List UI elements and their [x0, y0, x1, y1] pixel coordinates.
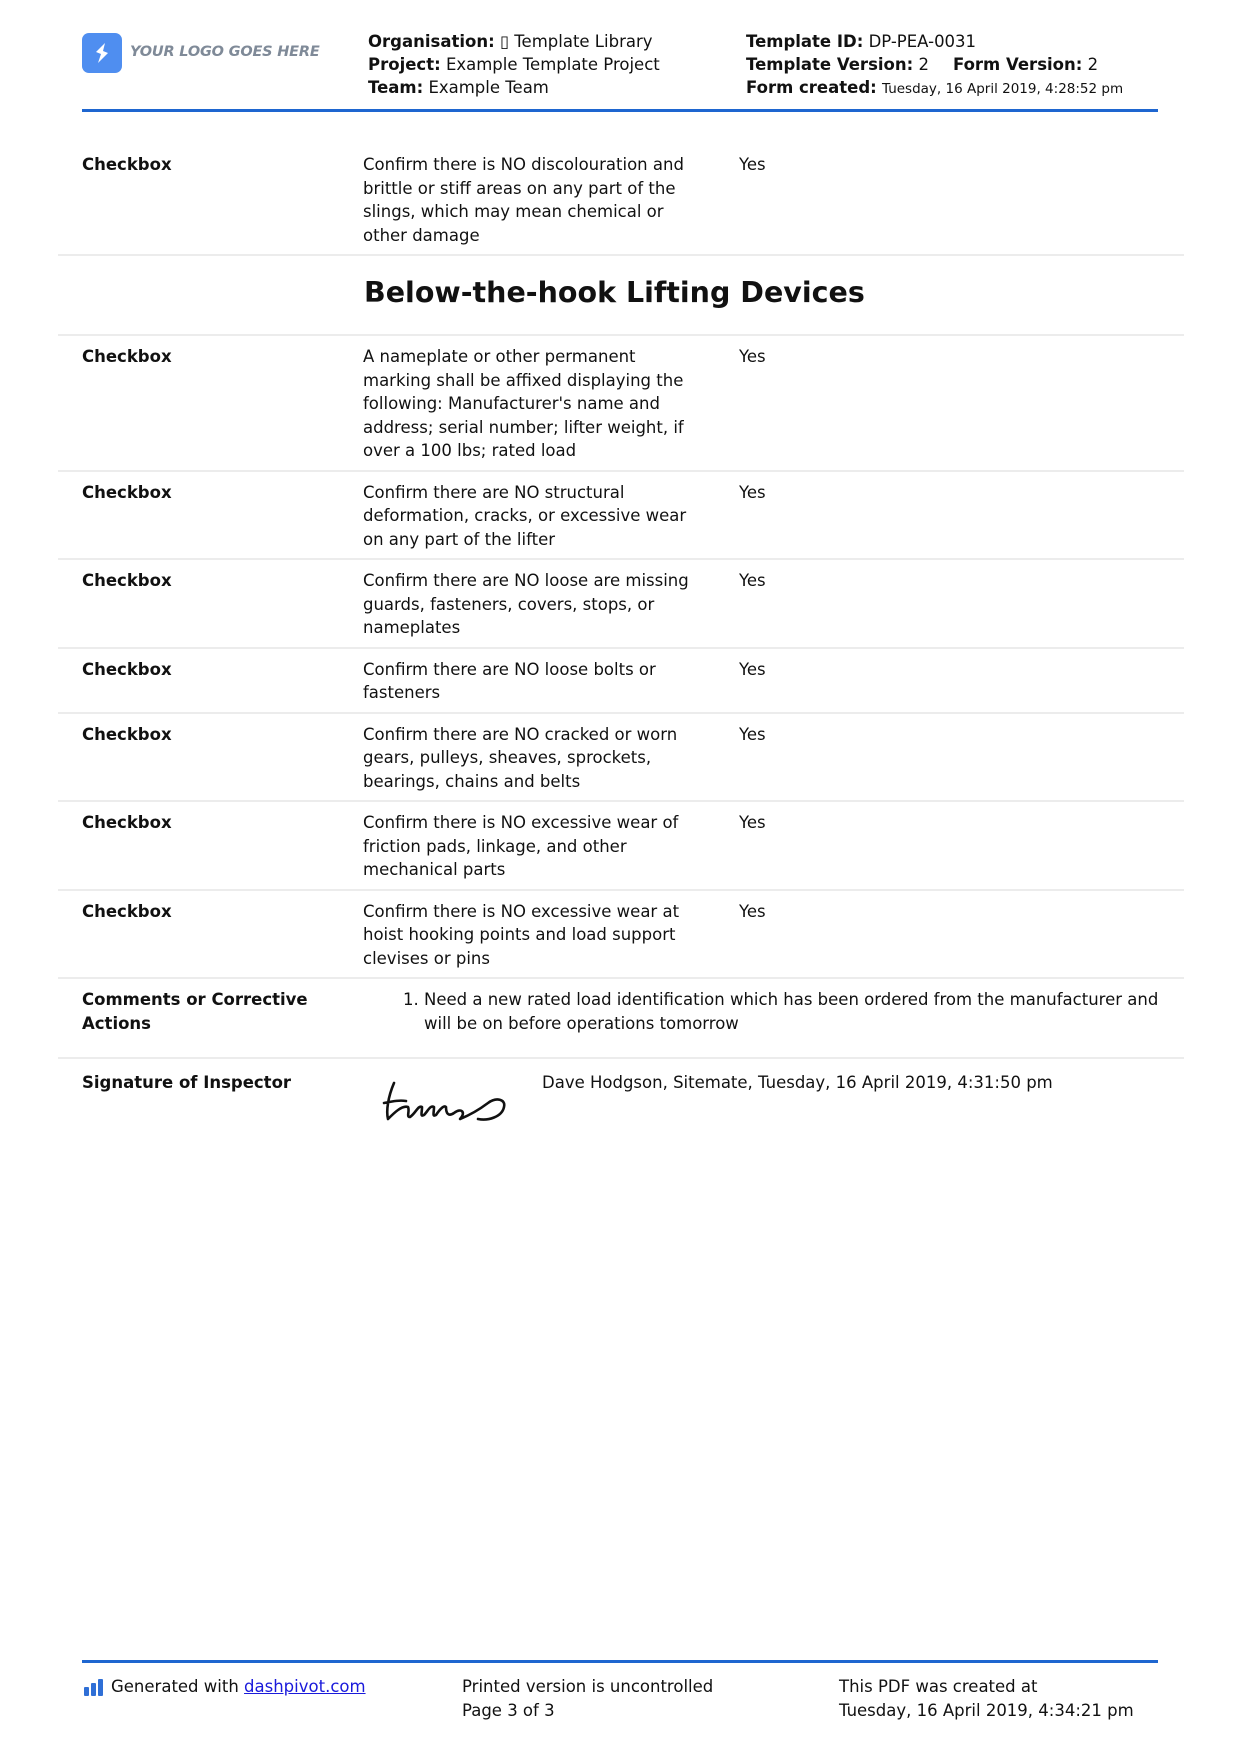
- comment-item: 1. Need a new rated load identification which has been ordered from the manufacturer and will be on before operations tomorrow: [424, 988, 1164, 1035]
- row-label: Checkbox: [82, 901, 172, 921]
- pdf-created-label: This PDF was created at: [839, 1677, 1038, 1696]
- template-version-label: Template Version:: [746, 55, 914, 74]
- row-description: Confirm there is NO discolouration and brittle or stiff areas on any part of the slings, which may mean chemical or other damage: [363, 155, 684, 245]
- header-divider: [82, 109, 1158, 112]
- logo-icon: [82, 33, 122, 73]
- checklist-row: [58, 802, 1184, 891]
- row-label: Checkbox: [82, 659, 172, 679]
- section-title: Below-the-hook Lifting Devices: [364, 276, 865, 309]
- uncontrolled-notice: Printed version is uncontrolled: [462, 1677, 714, 1696]
- row-description: Confirm there is NO excessive wear at hoist hooking points and load support clevises or pins: [363, 901, 680, 968]
- signature-row: [58, 1059, 1184, 1139]
- footer-created: [839, 1675, 1134, 1722]
- header-template-info: [746, 30, 1123, 101]
- comments-label: Comments or Corrective Actions: [82, 990, 308, 1033]
- form-body: [58, 144, 1184, 1139]
- project-label: Project:: [368, 55, 441, 74]
- company-logo: [82, 33, 320, 73]
- page-number: Page 3 of 3: [462, 1700, 555, 1720]
- row-answer: Yes: [739, 482, 766, 502]
- template-id-value: DP-PEA-0031: [868, 32, 977, 51]
- row-description: Confirm there are NO loose are missing guards, fasteners, covers, stops, or nameplates: [363, 571, 689, 637]
- row-answer: Yes: [739, 659, 766, 679]
- row-description: Confirm there are NO structural deformation, cracks, or excessive wear on any part of the lifter: [363, 482, 687, 549]
- organisation-value: ▯ Template Library: [499, 32, 653, 51]
- row-answer: Yes: [739, 813, 766, 832]
- comments-list: [404, 988, 1164, 1035]
- checklist-row: [58, 714, 1184, 803]
- row-answer: Yes: [739, 571, 766, 590]
- checklist-row: [58, 472, 1184, 561]
- section-header: [58, 256, 1184, 336]
- footer-generated: [84, 1675, 366, 1699]
- row-answer: Yes: [739, 347, 766, 366]
- page-header: [82, 28, 1162, 110]
- row-label: Checkbox: [82, 813, 172, 832]
- row-label: Checkbox: [82, 571, 172, 590]
- signature-image: [380, 1073, 520, 1136]
- organisation-label: Organisation:: [368, 32, 495, 51]
- checklist-row: [58, 144, 1184, 256]
- row-description: A nameplate or other permanent marking shall be affixed displaying the following: Manufacturer's name and address; serial number; lifter weight, if over a 100 lbs; rated load: [363, 347, 684, 460]
- form-created-value: Tuesday, 16 April 2019, 4:28:52 pm: [882, 81, 1124, 97]
- team-label: Team:: [368, 78, 424, 97]
- comments-row: [58, 979, 1184, 1059]
- footer-divider: [82, 1660, 1158, 1663]
- row-label: Checkbox: [82, 347, 172, 366]
- form-version-label: Form Version:: [952, 55, 1083, 74]
- row-description: Confirm there are NO cracked or worn gears, pulleys, sheaves, sprockets, bearings, chains and belts: [363, 724, 678, 791]
- signature-label: Signature of Inspector: [82, 1073, 292, 1092]
- template-version-value: 2: [918, 55, 929, 74]
- row-label: Checkbox: [82, 724, 172, 744]
- row-answer: Yes: [739, 724, 766, 744]
- header-project-info: [368, 30, 660, 99]
- signature-details: Dave Hodgson, Sitemate, Tuesday, 16 April 2019, 4:31:50 pm: [542, 1073, 1053, 1092]
- row-label: Checkbox: [82, 155, 172, 174]
- dashpivot-link[interactable]: dashpivot.com: [244, 1677, 366, 1696]
- form-version-value: 2: [1087, 55, 1099, 74]
- pdf-created-date: Tuesday, 16 April 2019, 4:34:21 pm: [839, 1700, 1134, 1720]
- checklist-row: [58, 560, 1184, 649]
- checklist-row: [58, 891, 1184, 980]
- row-answer: Yes: [739, 155, 766, 174]
- row-description: Confirm there is NO excessive wear of friction pads, linkage, and other mechanical parts: [363, 813, 679, 879]
- logo-text: YOUR LOGO GOES HERE: [130, 44, 320, 61]
- row-description: Confirm there are NO loose bolts or fasteners: [363, 659, 656, 702]
- checklist-row: [58, 336, 1184, 472]
- form-created-label: Form created:: [746, 78, 877, 97]
- row-label: Checkbox: [82, 482, 172, 502]
- team-value: Example Team: [428, 78, 549, 97]
- template-id-label: Template ID:: [746, 32, 864, 51]
- checklist-row: [58, 649, 1184, 714]
- row-answer: Yes: [739, 901, 766, 921]
- generated-prefix: Generated with: [111, 1677, 239, 1696]
- project-value: Example Template Project: [445, 55, 660, 74]
- dashpivot-icon: [84, 1678, 103, 1696]
- footer-status: [462, 1675, 713, 1722]
